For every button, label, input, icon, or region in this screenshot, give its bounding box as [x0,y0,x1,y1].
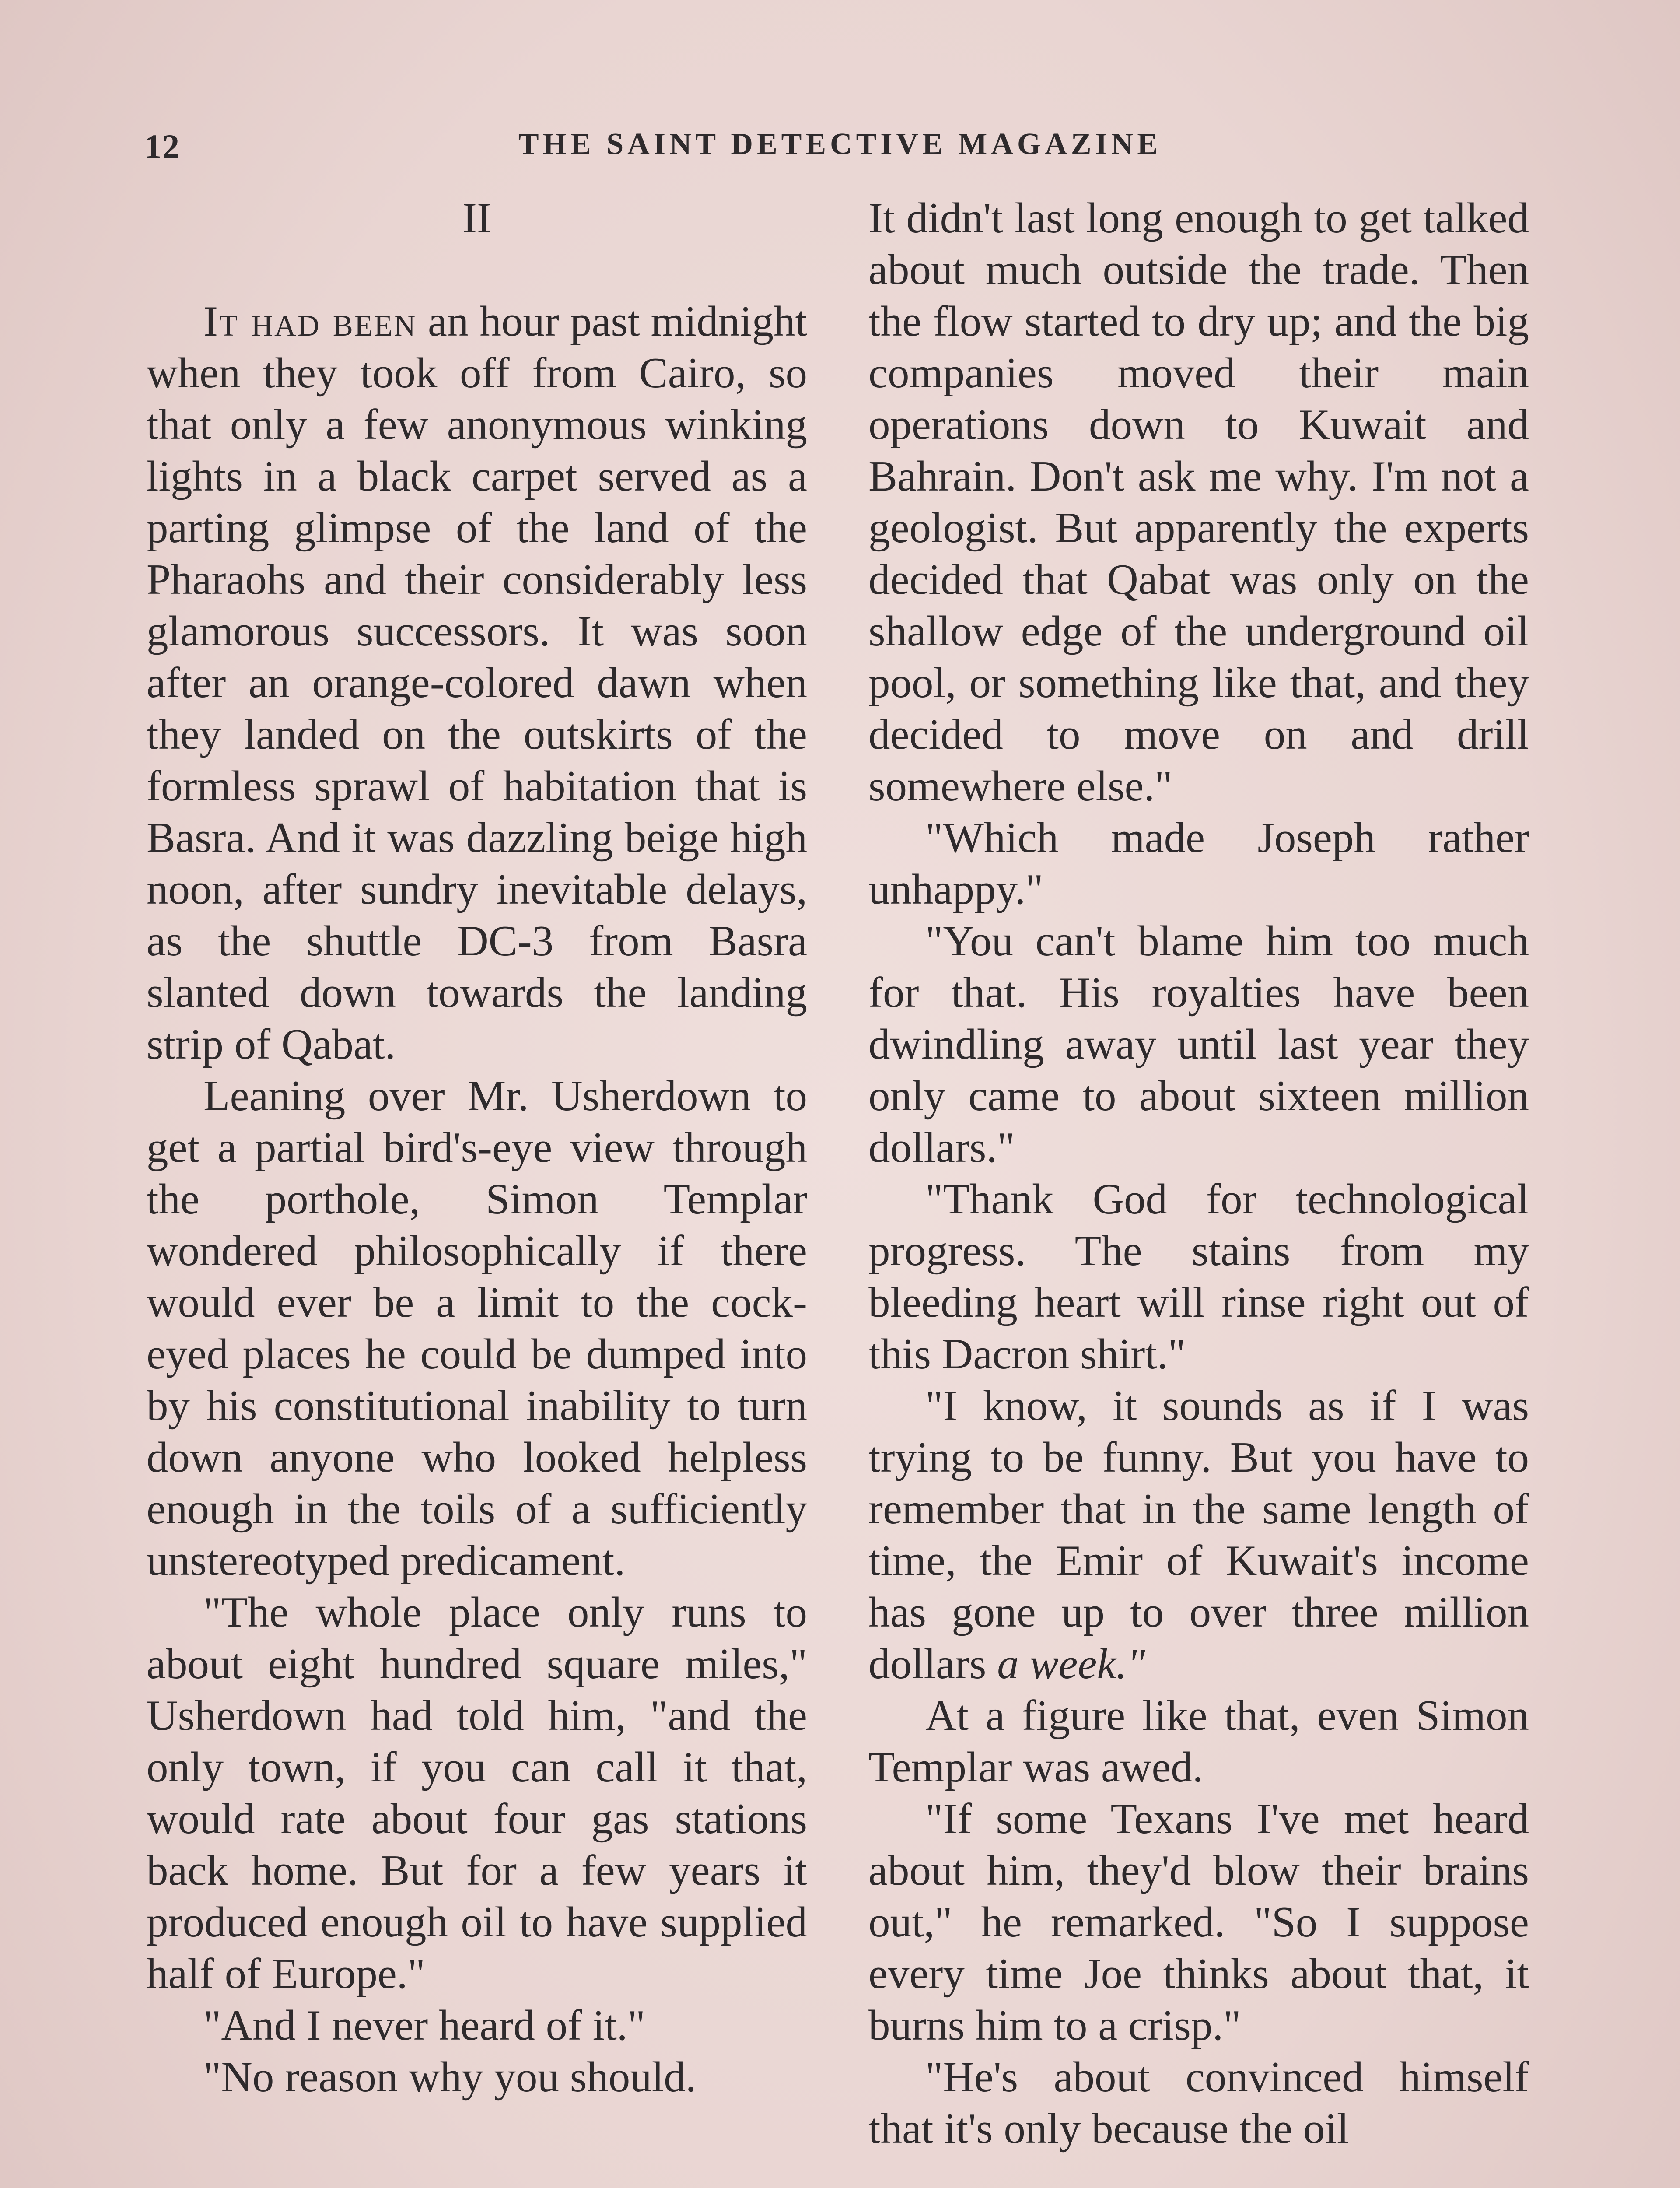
paragraph: "And I never heard of it." [203,2002,645,2049]
page-number: 12 [144,127,180,165]
paragraph: At a figure like that, even Simon Templar was awed. [868,1692,1529,1791]
paragraph: Leaning over Mr. Usherdown to get a partial bird's-eye view through the porthole, Simon Templar wondered philosophically if there would ever be a limit to the cock-eyed places he could be dumped into by his constitutional inability to turn down anyone who looked helpless enough in the toils of a sufficiently unstereotyped predicament. [147,1072,807,1585]
paragraph: "No reason why you should. [203,2053,696,2101]
paragraph: It didn't last long enough to get talked about much outside the trade. Then the flow started to dry up; and the big companies moved their main operations down to Kuwait and Bahrain. Don't ask me why. I'm not a geologist. But apparently the experts decided that Qabat was only on the shallow edge of the underground oil pool, or something like that, and they decided to move on and drill somewhere else." [868,194,1529,810]
paragraph: "If some Texans I've met heard about him, they'd blow their brains out," he remarked. "So I suppose every time Joe thinks about that, it burns him to a crisp." [868,1795,1529,2049]
paragraph-text: "I know, it sounds as if I was trying to be funny. But you have to remember that in the same length of time, the Emir of Kuwait's income has gone up to over three million dollars [868,1382,1529,1688]
right-column [868,193,1529,2155]
paragraph: "The whole place only runs to about eight hundred square miles," Usherdown had told him, "and the only town, if you can call it that, would rate about four gas stations back home. But for a few years it produced enough oil to have supplied half of Europe." [147,1588,807,1998]
paragraph: "He's about convinced himself that it's only because the oil [868,2053,1529,2153]
paragraph [868,1380,1529,1690]
section-number: II [462,194,491,242]
paragraph: "You can't blame him too much for that. His royalties have been dwindling away until last year they only came to about sixteen million dollars." [868,917,1529,1171]
paragraph: "Thank God for technological progress. The stains from my bleeding heart will rinse right out of this Dacron shirt." [868,1175,1529,1378]
paragraph-text: an hour past midnight when they took off from Cairo, so that only a few anonymous winking lights in a black carpet served as a parting glimpse of the land of the Pharaohs and their considerably less glamorous successors. It was soon after an orange-colored dawn when they landed on the outskirts of the formless sprawl of habitation that is Basra. And it was dazzling beige high noon, after sundry inevitable delays, as the shuttle DC-3 from Basra slanted down towards the landing strip of Qabat. [147,298,807,1068]
left-column [147,193,807,2103]
running-title: THE SAINT DETECTIVE MAGAZINE [518,127,1162,161]
paragraph [147,296,807,1070]
paragraph-lead-in: It had been [203,298,417,345]
paragraph-italic-text: a week." [997,1640,1145,1688]
paragraph: "Which made Joseph rather unhappy." [868,814,1529,913]
page-header [144,127,1536,184]
